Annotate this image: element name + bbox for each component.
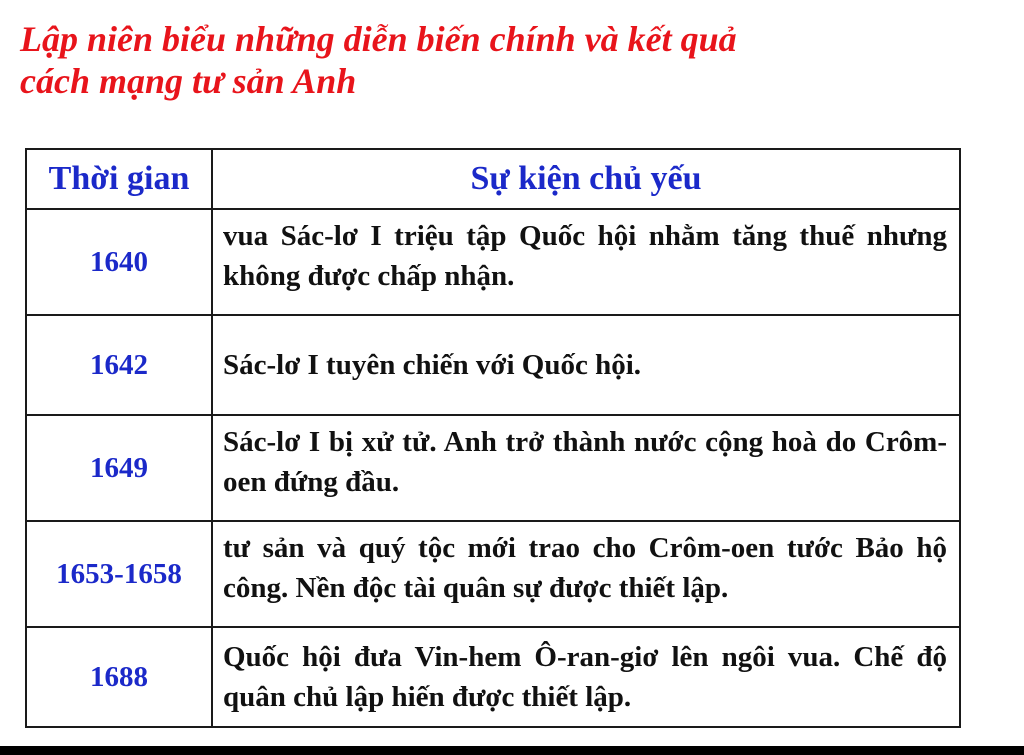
title-line-1: Lập niên biểu những diễn biến chính và kết quả [20, 19, 737, 59]
event-cell: Sác-lơ I bị xử tử. Anh trở thành nước cộng hoà do Crôm-oen đứng đầu. [212, 415, 960, 521]
event-cell: Quốc hội đưa Vin-hem Ô-ran-giơ lên ngôi vua. Chế độ quân chủ lập hiến được thiết lập. [212, 627, 960, 727]
year-cell: 1649 [26, 415, 212, 521]
chronology-table [25, 148, 961, 728]
header-event: Sự kiện chủ yếu [212, 149, 960, 209]
table-header-row [26, 149, 960, 209]
table-row [26, 521, 960, 627]
event-cell: vua Sác-lơ I triệu tập Quốc hội nhằm tăng thuế nhưng không được chấp nhận. [212, 209, 960, 315]
page-title [20, 18, 1000, 102]
year-cell: 1688 [26, 627, 212, 727]
header-time: Thời gian [26, 149, 212, 209]
year-cell: 1640 [26, 209, 212, 315]
table-row [26, 415, 960, 521]
event-cell: Sác-lơ I tuyên chiến với Quốc hội. [212, 315, 960, 415]
year-cell: 1653-1658 [26, 521, 212, 627]
event-cell: tư sản và quý tộc mới trao cho Crôm-oen tước Bảo hộ công. Nền độc tài quân sự được thiết lập. [212, 521, 960, 627]
table-row [26, 315, 960, 415]
bottom-border-bar [0, 746, 1024, 755]
table-row [26, 627, 960, 727]
title-line-2: cách mạng tư sản Anh [20, 61, 357, 101]
table-row [26, 209, 960, 315]
year-cell: 1642 [26, 315, 212, 415]
